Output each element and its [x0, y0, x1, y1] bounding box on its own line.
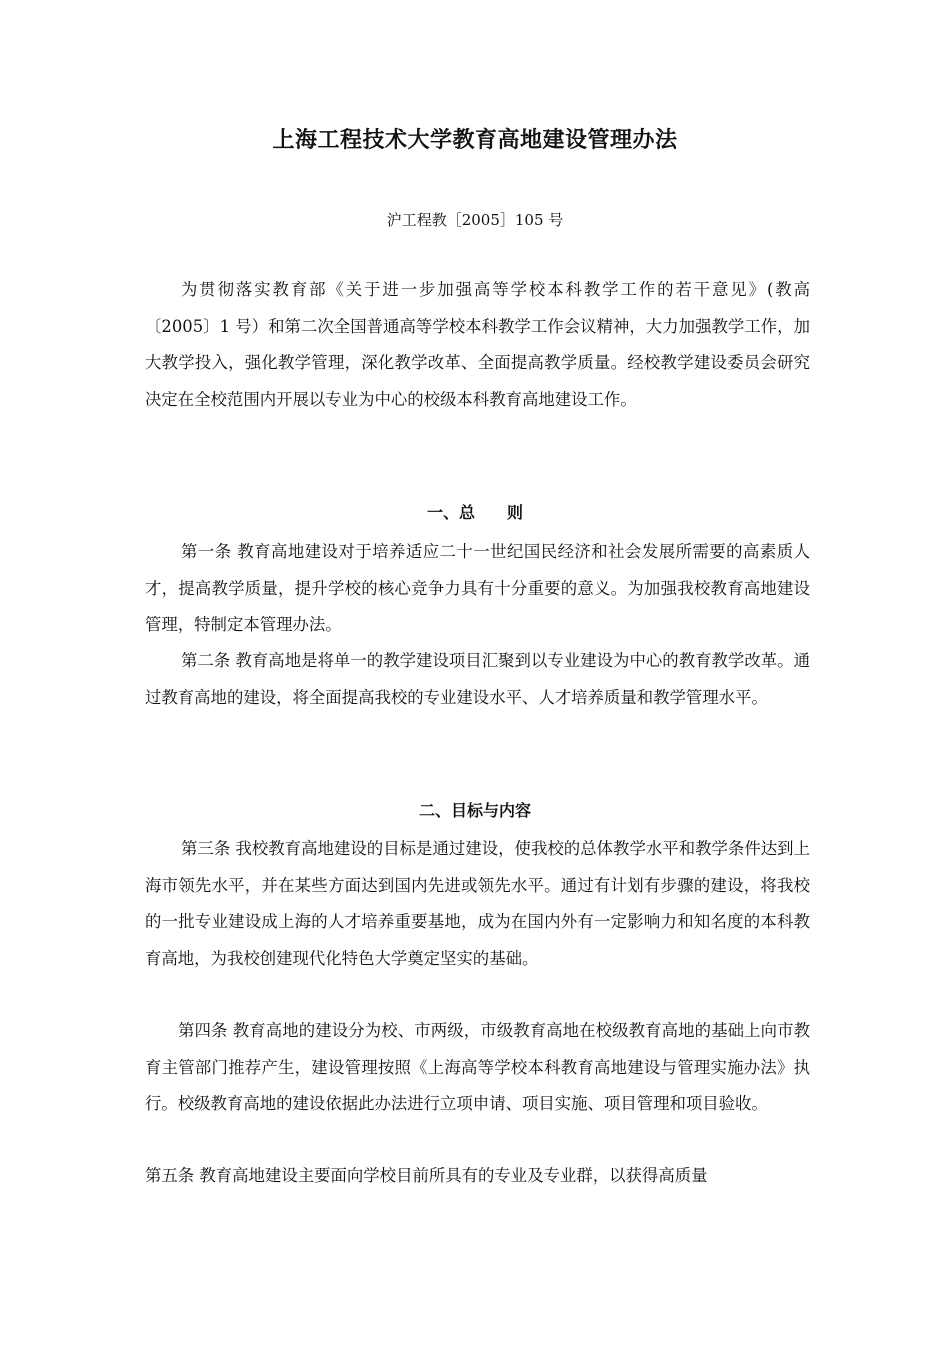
document-number: 沪工程教［2005］105 号	[386, 211, 564, 229]
intro-paragraph: 为贯彻落实教育部《关于进一步加强高等学校本科教学工作的若干意见》(教高〔2005〕1 号）和第二次全国普通高等学校本科教学工作会议精神，大力加强教学工作，加大教学投入，强化教学管理，深化教学改革、全面提高教学质量。经校教学建设委员会研究决定在全校范围内开展以专业为中心的校级本科教育高地建设工作。	[145, 280, 810, 409]
document-title: 上海工程技术大学教育高地建设管理办法	[272, 128, 678, 153]
article-1: 第一条 教育高地建设对于培养适应二十一世纪国民经济和社会发展所需要的高素质人才，提高教学质量，提升学校的核心竞争力具有十分重要的意义。为加强我校教育高地建设管理，特制定本管理办法。	[145, 542, 810, 634]
section-heading-goals: 二、目标与内容	[418, 801, 531, 820]
article-3: 第三条 我校教育高地建设的目标是通过建设，使我校的总体教学水平和教学条件达到上海市领先水平，并在某些方面达到国内先进或领先水平。通过有计划有步骤的建设，将我校的一批专业建设成上海的人才培养重要基地，成为在国内外有一定影响力和知名度的本科教育高地，为我校创建现代化特色大学奠定坚实的基础。	[145, 839, 810, 968]
article-2: 第二条 教育高地是将单一的教学建设项目汇聚到以专业建设为中心的教育教学改革。通过教育高地的建设，将全面提高我校的专业建设水平、人才培养质量和教学管理水平。	[145, 651, 810, 707]
article-5: 第五条 教育高地建设主要面向学校目前所具有的专业及专业群，以获得高质量	[145, 1166, 708, 1185]
section-heading-general: 一、总 则	[426, 503, 523, 522]
article-4: 第四条 教育高地的建设分为校、市两级，市级教育高地在校级教育高地的基础上向市教育主管部门推荐产生，建设管理按照《上海高等学校本科教育高地建设与管理实施办法》执行。校级教育高地的建设依据此办法进行立项申请、项目实施、项目管理和项目验收。	[145, 1021, 810, 1113]
